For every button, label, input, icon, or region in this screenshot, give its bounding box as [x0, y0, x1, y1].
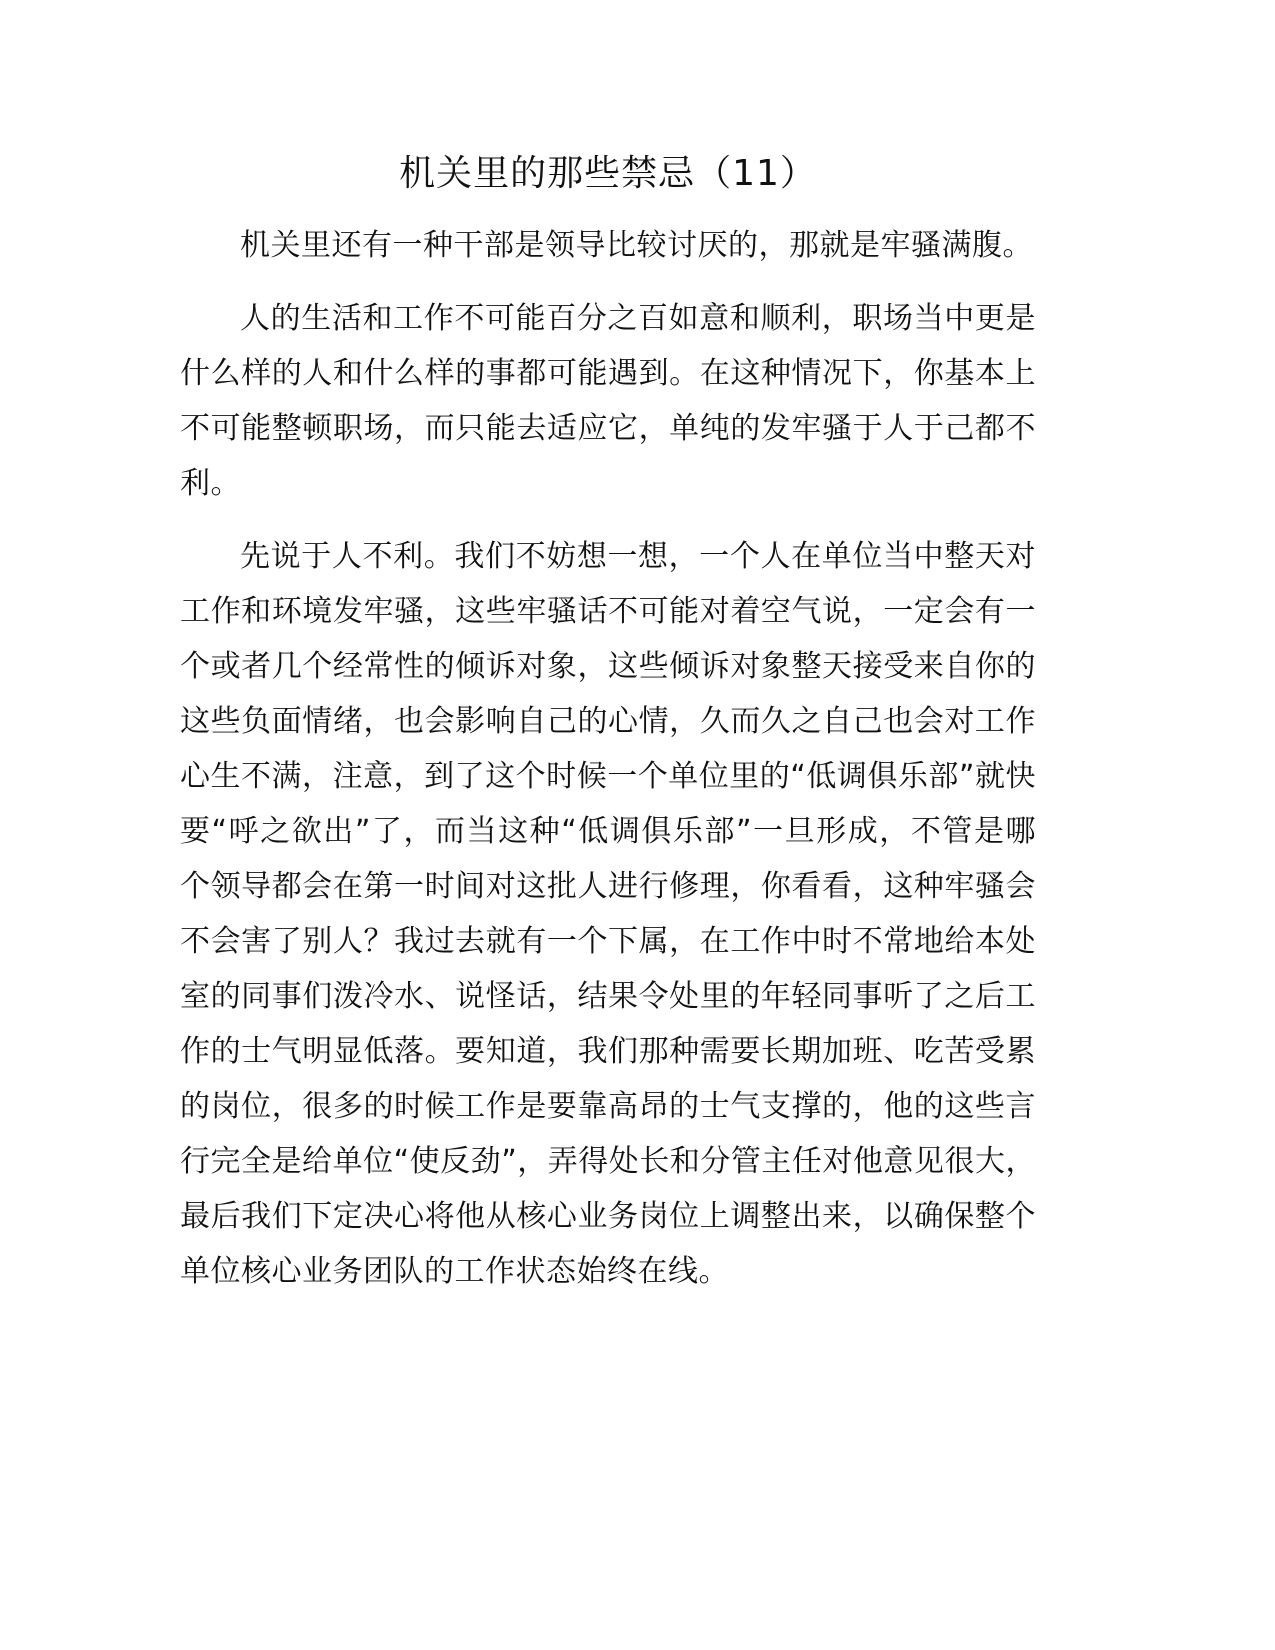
- document-title: 机关里的那些禁忌（11）: [399, 153, 817, 194]
- paragraph-1: 机关里还有一种干部是领导比较讨厌的，那就是牢骚满腹。: [240, 228, 1033, 263]
- paragraph-2: 人的生活和工作不可能百分之百如意和顺利，职场当中更是什么样的人和什么样的事都可能遇到。在这种情况下，你基本上不可能整顿职场，而只能去适应它，单纯的发牢骚于人于己都不利。: [180, 301, 1036, 501]
- document-page: [180, 0, 1036, 1299]
- paragraph-3: 先说于人不利。我们不妨想一想，一个人在单位当中整天对工作和环境发牢骚，这些牢骚话不可能对着空气说，一定会有一个或者几个经常性的倾诉对象，这些倾诉对象整天接受来自你的这些负面情绪，也会影响自己的心情，久而久之自己也会对工作心生不满，注意，到了这个时候一个单位里的“低调俱乐部”就快要“呼之欲出”了，而当这种“低调俱乐部”一旦形成，不管是哪个领导都会在第一时间对这批人进行修理，你看看，这种牢骚会不会害了别人？我过去就有一个下属，在工作中时不常地给本处室的同事们泼冷水、说怪话，结果令处里的年轻同事听了之后工作的士气明显低落。要知道，我们那种需要长期加班、吃苦受累的岗位，很多的时候工作是要靠高昂的士气支撑的，他的这些言行完全是给单位“使反劲”，弄得处长和分管主任对他意见很大，最后我们下定决心将他从核心业务岗位上调整出来，以确保整个单位核心业务团队的工作状态始终在线。: [180, 539, 1036, 1289]
